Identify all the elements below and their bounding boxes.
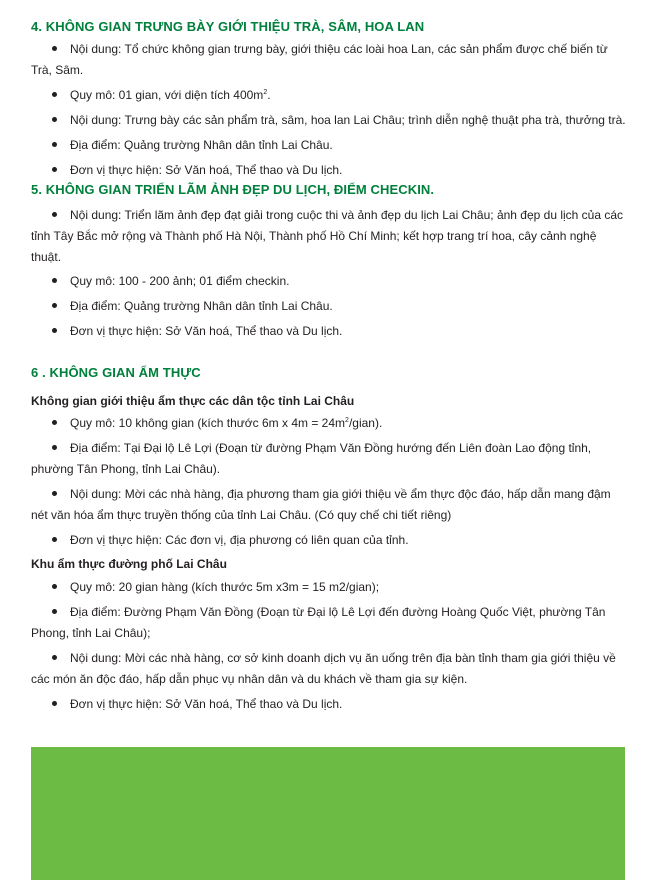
bullet-icon: [52, 584, 57, 589]
bullet-icon: [52, 303, 57, 308]
list-item: Đơn vị thực hiện: Sở Văn hoá, Thể thao và Du lịch.: [31, 321, 627, 342]
list-item: Địa điểm: Đường Phạm Văn Đồng (Đoạn từ Đại lộ Lê Lợi đến đường Hoàng Quốc Việt, phường Tân Phong, tỉnh Lai Châu);: [31, 605, 606, 640]
list-item: Quy mô: 100 - 200 ảnh; 01 điểm checkin.: [31, 271, 627, 292]
green-footer-block: [31, 747, 625, 880]
bullet-icon: [52, 167, 57, 172]
list-item: Nội dung: Mời các nhà hàng, cơ sở kinh doanh dịch vụ ăn uống trên địa bàn tỉnh tham gia giới thiệu về các món ăn độc đáo, hấp dẫn phục vụ nhân dân và du khách về tham gia sự kiện.: [31, 651, 616, 686]
section-5-title: 5. KHÔNG GIAN TRIỂN LÃM ẢNH ĐẸP DU LỊCH, ĐIỂM CHECKIN.: [31, 182, 435, 197]
list-item: Quy mô: 10 không gian (kích thước 6m x $4m = 24m^2/gian$).: [31, 413, 627, 434]
section-5: [31, 182, 627, 342]
bullet-icon: [52, 46, 57, 51]
bullet-icon: [52, 212, 57, 217]
bullet-icon: [52, 537, 57, 542]
section-6: [31, 365, 627, 715]
section-4: [31, 19, 627, 181]
subsection-2-list: [31, 577, 627, 715]
list-item: Đơn vị thực hiện: Sở Văn hoá, Thể thao và Du lịch.: [31, 160, 627, 181]
section-5-list: [31, 205, 627, 342]
bullet-icon: [52, 701, 57, 706]
list-item: Nội dung: Tổ chức không gian trưng bày, giới thiệu các loài hoa Lan, các sản phẩm được chế biến từ Trà, Sâm.: [31, 42, 608, 77]
list-item: Địa điểm: Tại Đại lộ Lê Lợi (Đoạn từ đường Phạm Văn Đồng hướng đến Liên đoàn Lao động tỉnh, phường Tân Phong, tỉnh Lai Châu).: [31, 441, 592, 476]
bullet-icon: [52, 278, 57, 283]
list-item: Đơn vị thực hiện: Các đơn vị, địa phương có liên quan của tỉnh.: [31, 530, 627, 551]
bullet-icon: [52, 420, 57, 425]
section-6-title: 6 . KHÔNG GIAN ẨM THỰC: [31, 365, 201, 380]
list-item: Đơn vị thực hiện: Sở Văn hoá, Thể thao và Du lịch.: [31, 694, 627, 715]
list-item: Quy mô: 20 gian hàng (kích thước 5m x3m = 15 m2/gian);: [31, 577, 627, 598]
bullet-icon: [52, 609, 57, 614]
subsection-title: Khu ẩm thực đường phố Lai Châu: [31, 557, 227, 571]
bullet-icon: [52, 491, 57, 496]
list-item: Nội dung: Trưng bày các sản phẩm trà, sâm, hoa lan Lai Châu; trình diễn nghệ thuật pha trà, thưởng trà.: [31, 110, 627, 131]
bullet-icon: [52, 655, 57, 660]
subsection-1-list: [31, 413, 627, 551]
bullet-icon: [52, 328, 57, 333]
bullet-icon: [52, 142, 57, 147]
bullet-icon: [52, 117, 57, 122]
list-item: Nội dung: Triển lãm ảnh đẹp đạt giải trong cuộc thi và ảnh đẹp du lịch Lai Châu; ảnh đẹp du lịch của các tỉnh Tây Bắc mở rộng và Thành phố Hà Nội, Thành phố Hồ Chí Minh; kết hợp trang trí hoa, cây cảnh nghệ thuật.: [31, 208, 624, 264]
list-item: Địa điểm: Quảng trường Nhân dân tỉnh Lai Châu.: [31, 296, 627, 317]
section-4-title: 4. KHÔNG GIAN TRƯNG BÀY GIỚI THIỆU TRÀ, SÂM, HOA LAN: [31, 19, 425, 34]
list-item: Địa điểm: Quảng trường Nhân dân tỉnh Lai Châu.: [31, 135, 627, 156]
list-item: Nội dung: Mời các nhà hàng, địa phương tham gia giới thiệu về ẩm thực độc đáo, hấp dẫn mang đậm nét văn hóa ẩm thực truyền thống của tỉnh Lai Châu. (Có quy chế chi tiết riêng): [31, 487, 611, 522]
section-4-list: [31, 39, 627, 181]
list-item: Quy mô: 01 gian, với diện tích $400m^2$.: [31, 85, 627, 106]
bullet-icon: [52, 92, 57, 97]
subsection-title: Không gian giới thiệu ẩm thực các dân tộc tỉnh Lai Châu: [31, 394, 355, 408]
bullet-icon: [52, 445, 57, 450]
